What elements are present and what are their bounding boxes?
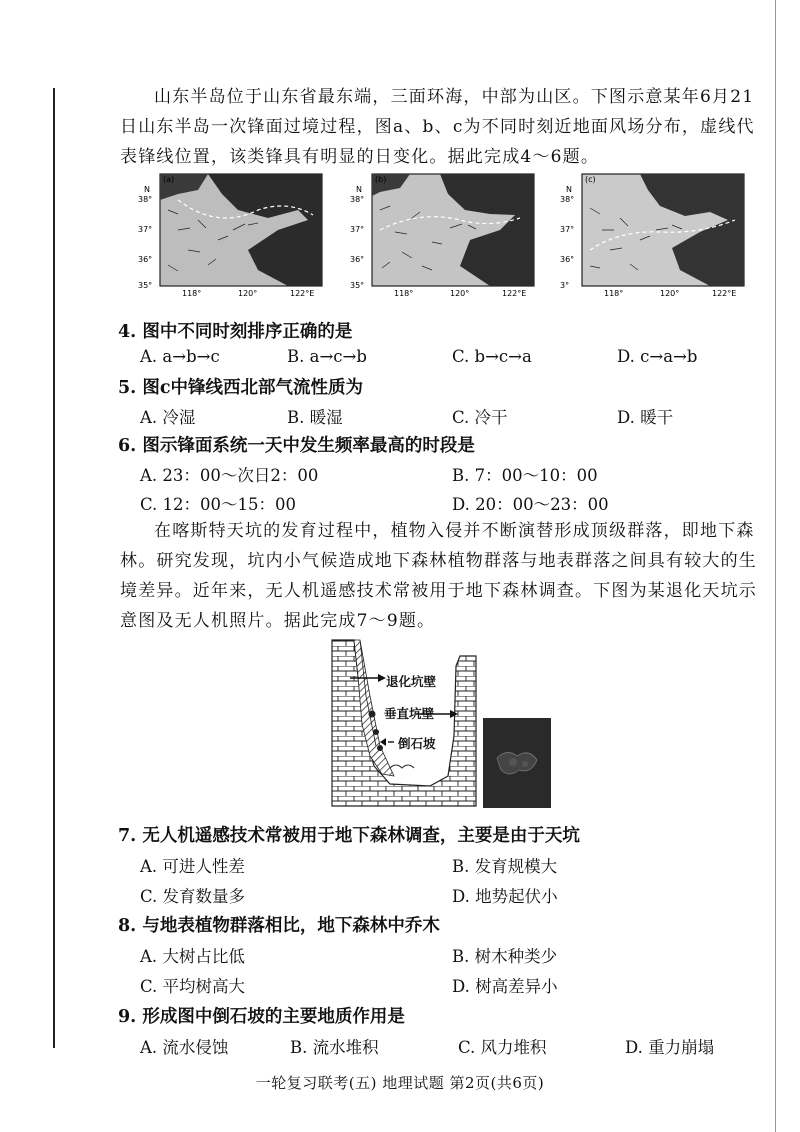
label-degraded-wall: 退化坑壁 bbox=[386, 674, 437, 689]
intro-paragraph-1: 山东半岛位于山东省最东端，三面环海，中部为山区。下图示意某年6月21日山东半岛一次锋面过境过程，图a、b、c为不同时刻近地面风场分布，虚线代表锋线位置，该类锋具有明显的日变化。据此完成4～6题。 bbox=[120, 87, 755, 167]
q4-option-b: B. a→c→b bbox=[287, 347, 367, 366]
q6-option-c: C. 12：00～15：00 bbox=[140, 495, 297, 514]
q7-option-c: C. 发育数量多 bbox=[140, 887, 246, 906]
q8-option-a: A. 大树占比低 bbox=[140, 947, 245, 966]
question-7-stem: 7. 无人机遥感技术常被用于地下森林调查，主要是由于天坑 bbox=[118, 826, 580, 846]
map-b-lon-2: 120° bbox=[450, 289, 470, 298]
map-b-lat-n: N bbox=[356, 185, 362, 194]
map-b bbox=[350, 170, 538, 300]
map-b-lon-1: 118° bbox=[394, 289, 414, 298]
map-c-lat-2: 37° bbox=[560, 225, 575, 234]
map-a-lat-4: 35° bbox=[138, 281, 153, 290]
q7-option-d: D. 地势起伏小 bbox=[452, 887, 558, 906]
map-a-lat-3: 36° bbox=[138, 255, 153, 264]
q9-option-a: A. 流水侵蚀 bbox=[140, 1038, 229, 1057]
q9-option-c: C. 风力堆积 bbox=[458, 1038, 547, 1057]
q7-option-a: A. 可进人性差 bbox=[140, 857, 245, 876]
drone-photo bbox=[483, 718, 551, 808]
q4-option-d: D. c→a→b bbox=[617, 347, 698, 366]
q5-option-c: C. 冷干 bbox=[452, 408, 508, 427]
q4-option-a: A. a→b→c bbox=[140, 347, 220, 366]
map-c-lat-n: N bbox=[566, 185, 572, 194]
intro-paragraph-2: 在喀斯特天坑的发育过程中，植物入侵并不断演替形成顶级群落，即地下森林。研究发现，坑内小气候造成地下森林植物群落与地表群落之间具有较大的生境差异。近年来，无人机遥感技术常被用于地下森林调查。下图为某退化天坑示意图及无人机照片。据此完成7～9题。 bbox=[120, 521, 757, 631]
left-margin-line bbox=[53, 88, 55, 1048]
right-edge-line bbox=[775, 0, 776, 1132]
q6-option-b: B. 7：00～10：00 bbox=[452, 466, 598, 485]
map-a-lon-1: 118° bbox=[182, 289, 202, 298]
q8-option-b: B. 树木种类少 bbox=[452, 947, 558, 966]
map-c-lon-1: 118° bbox=[604, 289, 624, 298]
map-c-lat-4: 3° bbox=[560, 281, 570, 290]
map-b-lat-1: 38° bbox=[350, 195, 365, 204]
map-a-lat-2: 37° bbox=[138, 225, 153, 234]
q5-option-b: B. 暖湿 bbox=[287, 408, 343, 427]
q7-option-b: B. 发育规模大 bbox=[452, 857, 558, 876]
label-talus-slope: 倒石坡 bbox=[398, 736, 436, 751]
map-c-lat-3: 36° bbox=[560, 255, 575, 264]
q8-option-d: D. 树高差异小 bbox=[452, 977, 558, 996]
q8-option-c: C. 平均树高大 bbox=[140, 977, 246, 996]
map-b-lat-2: 37° bbox=[350, 225, 365, 234]
map-c-tag: (c) bbox=[585, 175, 596, 184]
map-a-lon-3: 122°E bbox=[290, 289, 315, 298]
map-c-lon-2: 120° bbox=[660, 289, 680, 298]
map-b-lat-3: 36° bbox=[350, 255, 365, 264]
map-a-lat-1: 38° bbox=[138, 195, 153, 204]
q6-option-d: D. 20：00～23：00 bbox=[452, 495, 609, 514]
map-b-lon-3: 122°E bbox=[502, 289, 527, 298]
question-6-stem: 6. 图示锋面系统一天中发生频率最高的时段是 bbox=[118, 436, 475, 456]
map-a-lon-2: 120° bbox=[238, 289, 258, 298]
q4-option-c: C. b→c→a bbox=[452, 347, 532, 366]
question-4-stem: 4. 图中不同时刻排序正确的是 bbox=[118, 322, 353, 342]
sinkhole-diagram bbox=[330, 636, 480, 808]
q5-option-a: A. 冷湿 bbox=[140, 408, 196, 427]
map-c-lon-3: 122°E bbox=[712, 289, 737, 298]
map-a-tag: (a) bbox=[163, 175, 175, 184]
question-9-stem: 9. 形成图中倒石坡的主要地质作用是 bbox=[118, 1007, 405, 1027]
q5-option-d: D. 暖干 bbox=[617, 408, 674, 427]
question-5-stem: 5. 图c中锋线西北部气流性质为 bbox=[118, 378, 364, 398]
question-8-stem: 8. 与地表植物群落相比，地下森林中乔木 bbox=[118, 916, 440, 936]
map-b-lat-4: 35° bbox=[350, 281, 365, 290]
label-vertical-wall: 垂直坑壁 bbox=[384, 706, 435, 721]
map-a bbox=[138, 170, 326, 300]
q6-option-a: A. 23：00～次日2：00 bbox=[140, 466, 319, 485]
q9-option-d: D. 重力崩塌 bbox=[625, 1038, 715, 1057]
q9-option-b: B. 流水堆积 bbox=[290, 1038, 379, 1057]
map-a-lat-n: N bbox=[144, 185, 150, 194]
map-c-lat-1: 38° bbox=[560, 195, 575, 204]
map-b-tag: (b) bbox=[375, 175, 387, 184]
map-c bbox=[560, 170, 748, 300]
page-footer: 一轮复习联考(五) 地理试题 第2页(共6页) bbox=[255, 1074, 545, 1092]
